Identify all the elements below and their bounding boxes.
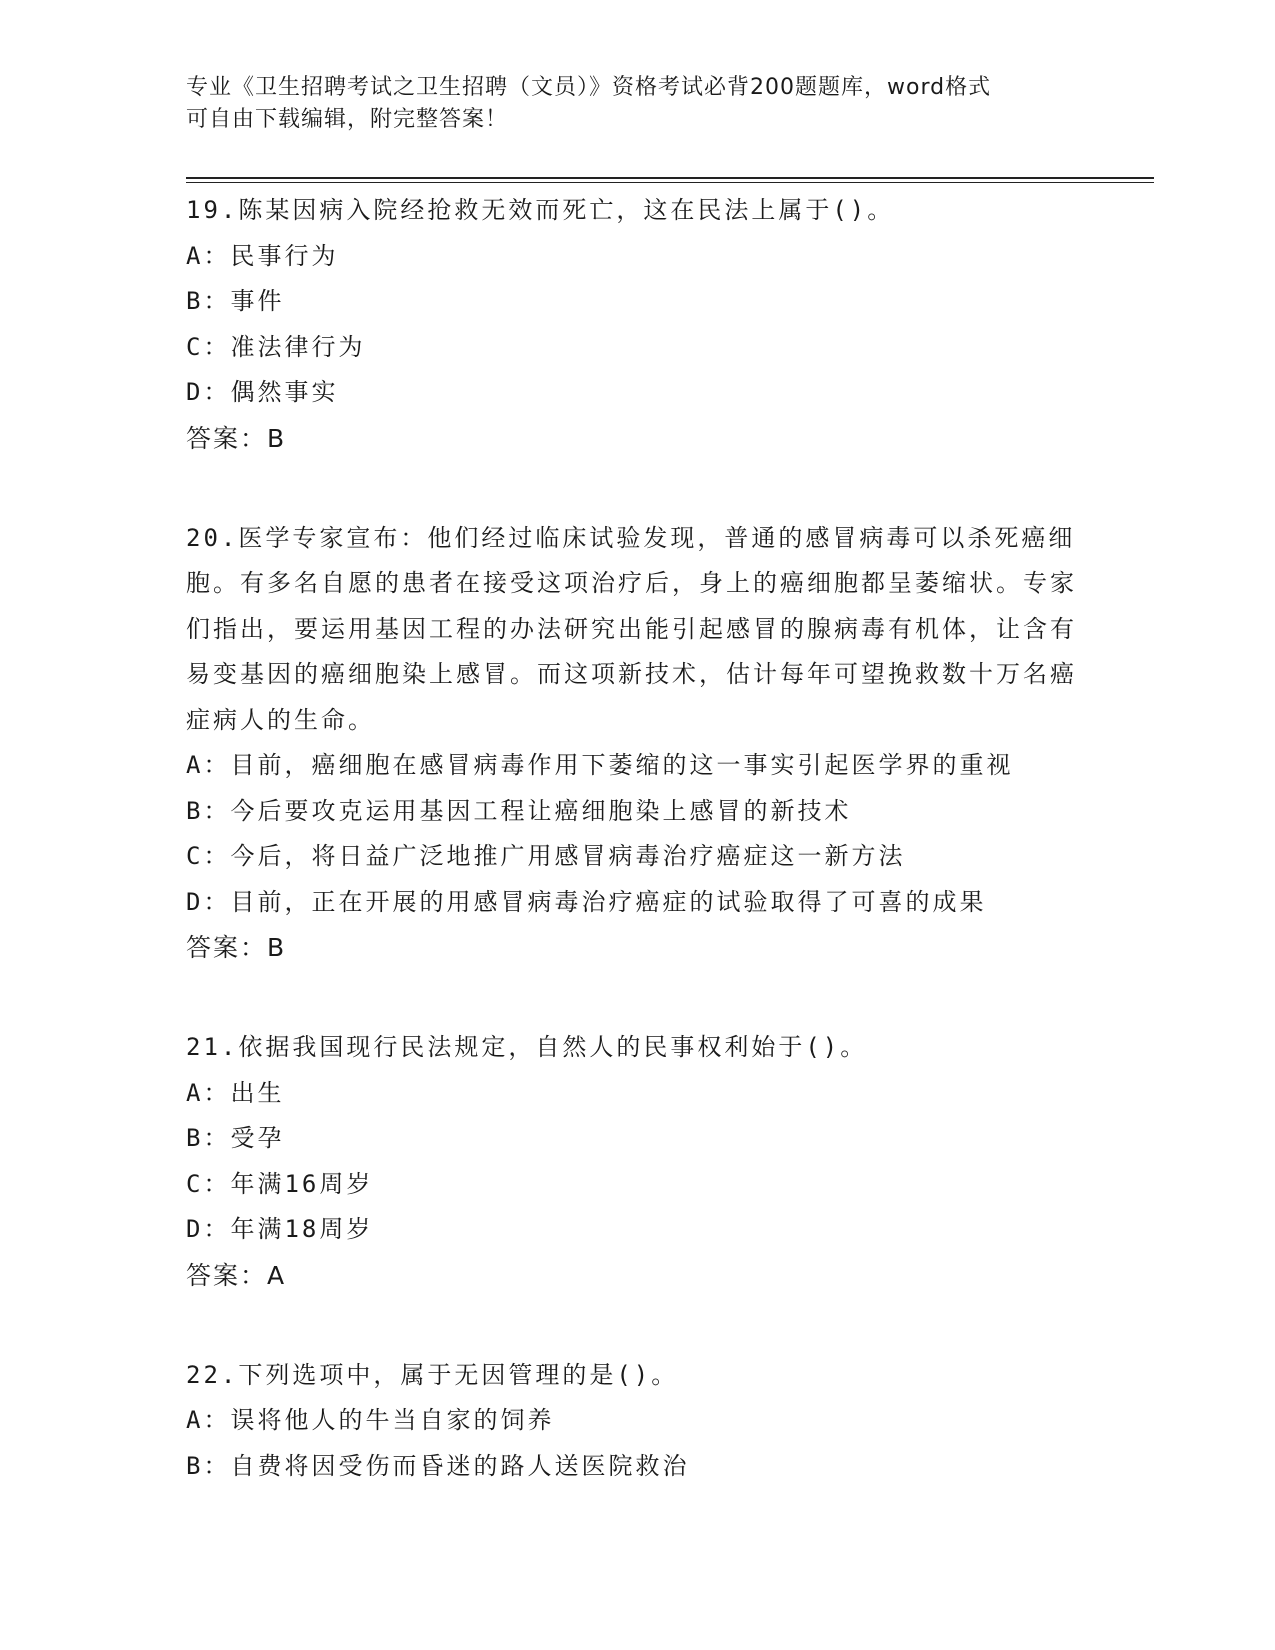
option-b: B：自费将因受伤而昏迷的路人送医院救治 — [186, 1451, 690, 1480]
header-divider-thin — [186, 182, 1154, 183]
question-stem: 19.陈某因病入院经抢救无效而死亡，这在民法上属于()。 — [186, 196, 895, 224]
header-line-2: 可自由下载编辑，附完整答案！ — [186, 107, 509, 132]
option-a: A：民事行为 — [186, 241, 339, 270]
answer: 答案：B — [186, 423, 287, 453]
question-22 — [186, 1353, 1086, 1490]
spacer — [186, 462, 1086, 516]
question-stem: 21.依据我国现行民法规定，自然人的民事权利始于()。 — [186, 1033, 868, 1061]
option-c: C：准法律行为 — [186, 332, 366, 361]
option-d: D：年满18周岁 — [186, 1215, 374, 1243]
header-line-1: 专业《卫生招聘考试之卫生招聘（文员）》资格考试必背200题题库，word格式 — [186, 75, 992, 100]
option-d: D：偶然事实 — [186, 378, 339, 406]
question-19 — [186, 188, 1086, 462]
spacer — [186, 971, 1086, 1025]
question-list — [186, 188, 1086, 1489]
option-a: A：目前，癌细胞在感冒病毒作用下萎缩的这一事实引起医学界的重视 — [186, 751, 1014, 779]
document-header — [186, 72, 1066, 136]
option-b: B：事件 — [186, 287, 285, 315]
option-a: A：误将他人的牛当自家的饲养 — [186, 1406, 555, 1434]
question-stem: 22.下列选项中，属于无因管理的是()。 — [186, 1360, 679, 1389]
question-21 — [186, 1025, 1086, 1299]
answer: 答案：A — [186, 1260, 287, 1290]
option-b: B：受孕 — [186, 1124, 285, 1152]
question-stem: 20.医学专家宣布：他们经过临床试验发现，普通的感冒病毒可以杀死癌细胞。有多名自愿的患者在接受这项治疗后，身上的癌细胞都呈萎缩状。专家们指出，要运用基因工程的办法研究出能引起感冒的腺病毒有机体，让含有易变基因的癌细胞染上感冒。而这项新技术，估计每年可望挽救数十万名癌症病人的生命。 — [186, 523, 1077, 734]
option-b: B：今后要攻克运用基因工程让癌细胞染上感冒的新技术 — [186, 796, 852, 825]
answer: 答案：B — [186, 933, 287, 962]
option-a: A：出生 — [186, 1078, 285, 1107]
option-c: C：年满16周岁 — [186, 1169, 374, 1198]
header-divider-thick — [186, 177, 1154, 179]
spacer — [186, 1299, 1086, 1353]
question-20 — [186, 516, 1086, 972]
option-c: C：今后，将日益广泛地推广用感冒病毒治疗癌症这一新方法 — [186, 842, 906, 870]
option-d: D：目前，正在开展的用感冒病毒治疗癌症的试验取得了可喜的成果 — [186, 887, 987, 916]
